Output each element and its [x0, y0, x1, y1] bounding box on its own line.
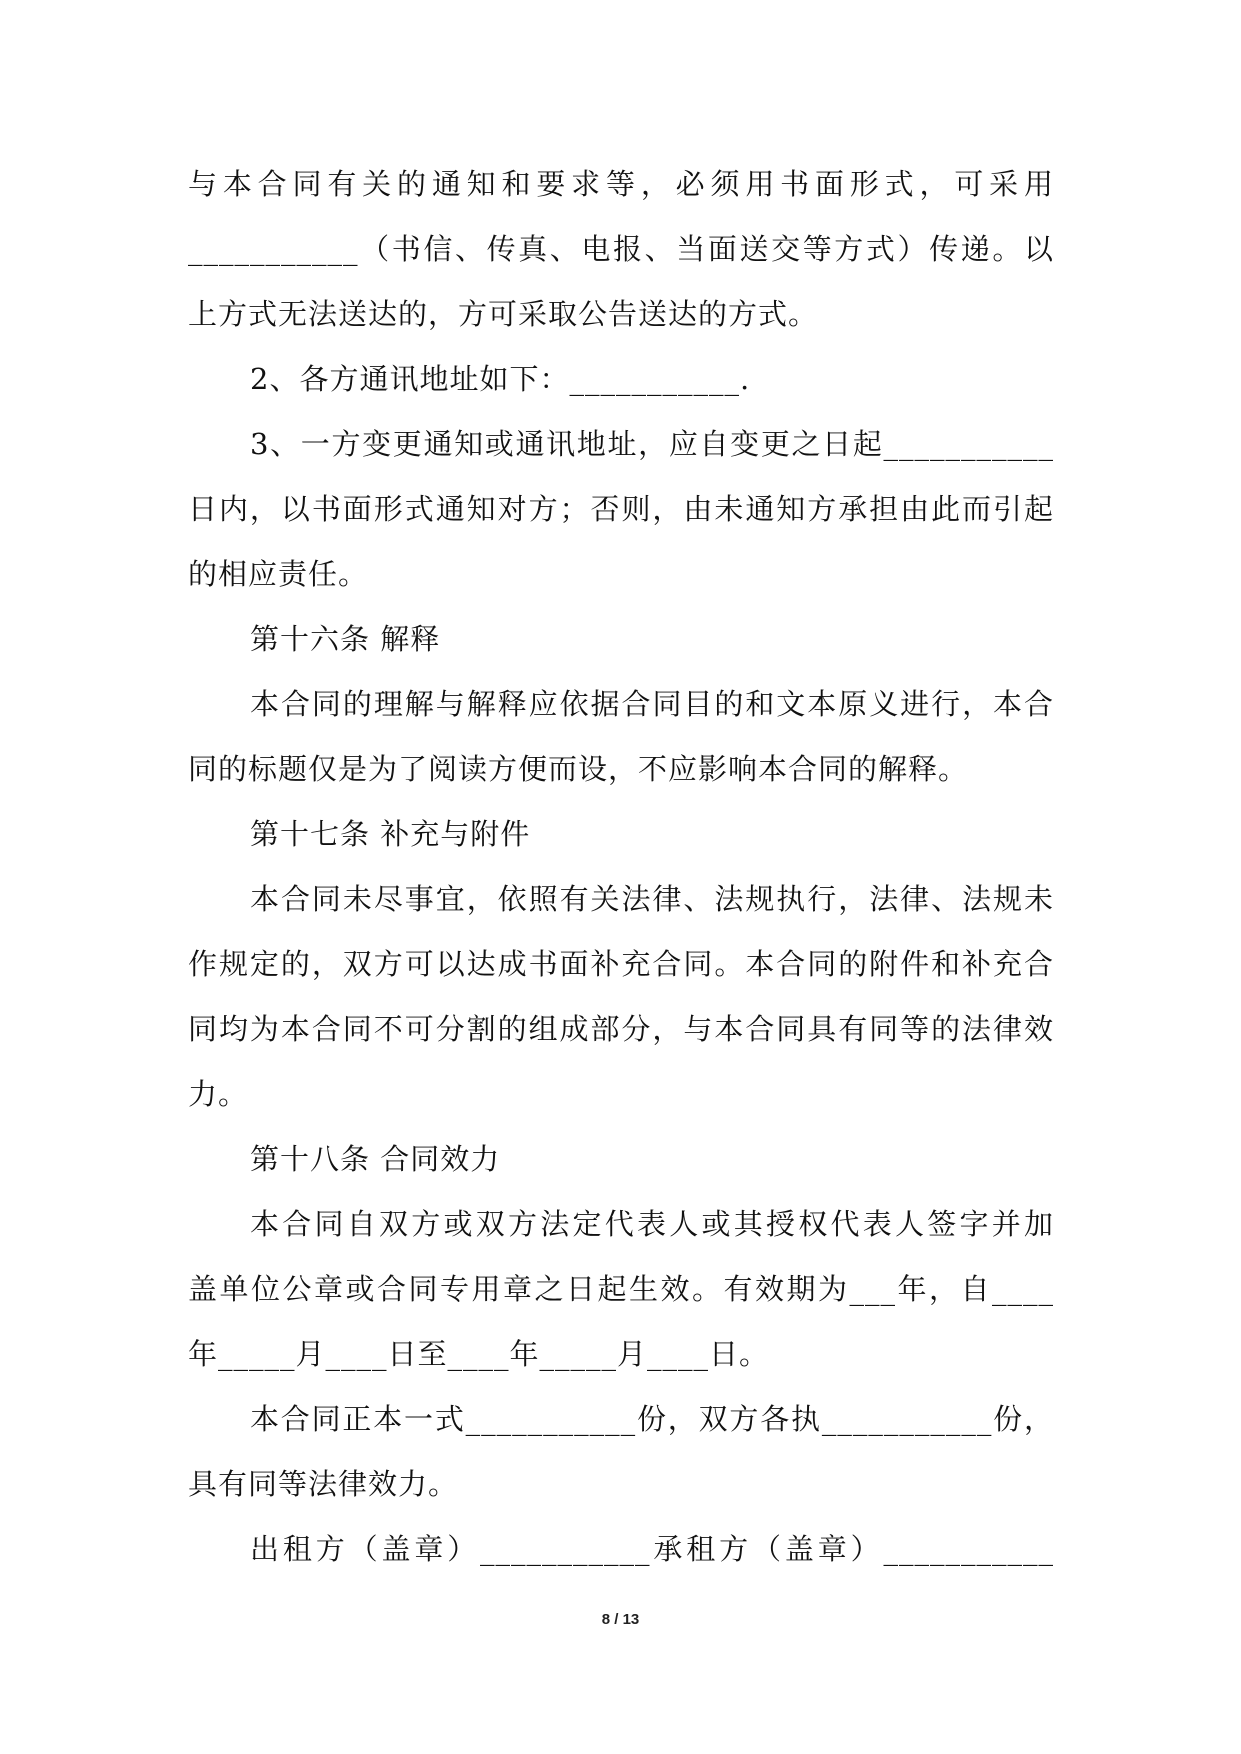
text-line: 与本合同有关的通知和要求等，必须用书面形式，可采用 — [188, 167, 1054, 201]
section-heading: 第十八条 合同效力 — [250, 1142, 501, 1176]
section-heading: 第十七条 补充与附件 — [250, 817, 531, 851]
text-line: 本合同正本一式___________份，双方各执___________份， — [250, 1402, 1054, 1436]
document-body — [188, 152, 1054, 1582]
text-line: 同的标题仅是为了阅读方便而设，不应影响本合同的解释。 — [188, 752, 969, 786]
text-line: 2、各方通讯地址如下：___________. — [250, 362, 751, 396]
text-line: ___________（书信、传真、电报、当面送交等方式）传递。以 — [188, 232, 1054, 266]
text-line: 本合同自双方或双方法定代表人或其授权代表人签字并加 — [250, 1207, 1054, 1241]
text-line: 具有同等法律效力。 — [188, 1467, 459, 1501]
text-line: 本合同的理解与解释应依据合同目的和文本原义进行，本合 — [250, 687, 1054, 721]
text-line: 日内，以书面形式通知对方；否则，由未通知方承担由此而引起 — [188, 492, 1054, 526]
section-heading: 第十六条 解释 — [250, 622, 441, 656]
signature-line: 出租方（盖章）___________承租方（盖章）___________ — [250, 1532, 1054, 1566]
text-line: 3、一方变更通知或通讯地址，应自变更之日起___________ — [250, 427, 1054, 461]
text-line: 力。 — [188, 1077, 249, 1111]
text-line: 本合同未尽事宜，依照有关法律、法规执行，法律、法规未 — [250, 882, 1054, 916]
text-line: 作规定的，双方可以达成书面补充合同。本合同的附件和补充合 — [188, 947, 1054, 981]
text-line: 同均为本合同不可分割的组成部分，与本合同具有同等的法律效 — [188, 1012, 1054, 1046]
page-number: 8 / 13 — [601, 1611, 640, 1628]
text-line: 上方式无法送达的，方可采取公告送达的方式。 — [188, 297, 819, 331]
text-line: 盖单位公章或合同专用章之日起生效。有效期为___年，自____ — [188, 1272, 1054, 1306]
text-line: 年_____月____日至____年_____月____日。 — [188, 1337, 770, 1371]
text-line: 的相应责任。 — [188, 557, 369, 591]
